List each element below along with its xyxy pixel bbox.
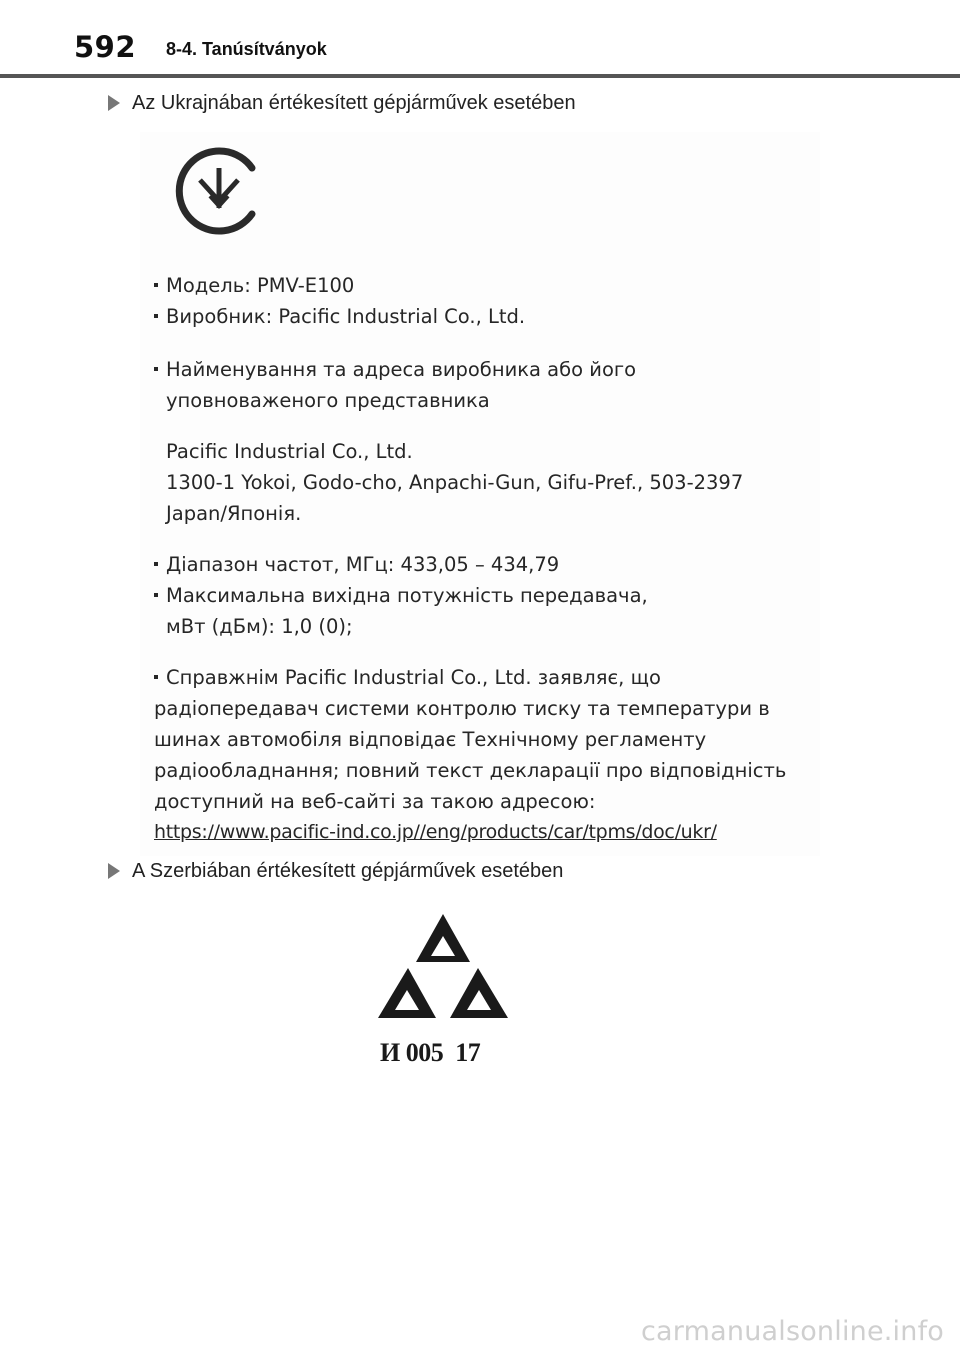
watermark: carmanualsonline.info [641, 1316, 944, 1347]
manufacturer-line: Виробник: Pacific Industrial Co., Ltd. [154, 301, 814, 332]
triangle-bullet-icon [108, 863, 120, 879]
power-line-2: мВт (дБм): 1,0 (0); [166, 615, 353, 638]
representative-line-2: уповноваженого представника [166, 389, 490, 412]
section-heading-ukraine [108, 92, 576, 115]
company-name: Pacific Industrial Co., Ltd. [166, 440, 413, 463]
serbia-certificate-code: И 005 17 [380, 1038, 481, 1067]
page-number: 592 [74, 30, 137, 64]
ukraine-certificate-text [154, 270, 814, 848]
ukraine-conformity-mark-icon [174, 146, 264, 236]
triangle-bullet-icon [108, 95, 120, 111]
section-heading-ukraine-text: Az Ukrajnában értékesített gépjárművek esetében [132, 92, 576, 114]
frequency-line: Діапазон частот, МГц: 433,05 – 434,79 [154, 549, 814, 580]
company-address: 1300-1 Yokoi, Godo-cho, Anpachi-Gun, Gifu-Pref., 503-2397 [166, 471, 744, 494]
section-heading-serbia-text: A Szerbiában értékesített gépjárművek esetében [132, 860, 564, 882]
declaration-line-3: шинах автомобіля відповідає Технічному регламенту [154, 728, 707, 751]
declaration-line-5: доступний на веб-сайті за такою адресою: [154, 790, 596, 813]
declaration-line-1: Справжнім Pacific Industrial Co., Ltd. заявляє, що [154, 662, 814, 693]
header-divider [0, 74, 960, 78]
declaration-line-4: радіообладнання; повний текст декларації про відповідність [154, 759, 787, 782]
section-heading-serbia [108, 860, 563, 883]
representative-line-1: Найменування та адреса виробника або його [154, 354, 814, 385]
serbia-triangle-mark-icon [372, 910, 514, 1022]
chapter-title: 8-4. Tanúsítványok [166, 39, 327, 59]
company-country: Japan/Японія. [166, 502, 302, 525]
power-line-1: Максимальна вихідна потужність передавача, [154, 580, 814, 611]
model-line: Модель: PMV-E100 [154, 270, 814, 301]
declaration-line-2: радіопередавач системи контролю тиску та температури в [154, 697, 770, 720]
declaration-url[interactable]: https://www.pacific-ind.co.jp//eng/products/car/tpms/doc/ukr/ [154, 821, 717, 843]
ukraine-certificate-image [140, 132, 820, 856]
